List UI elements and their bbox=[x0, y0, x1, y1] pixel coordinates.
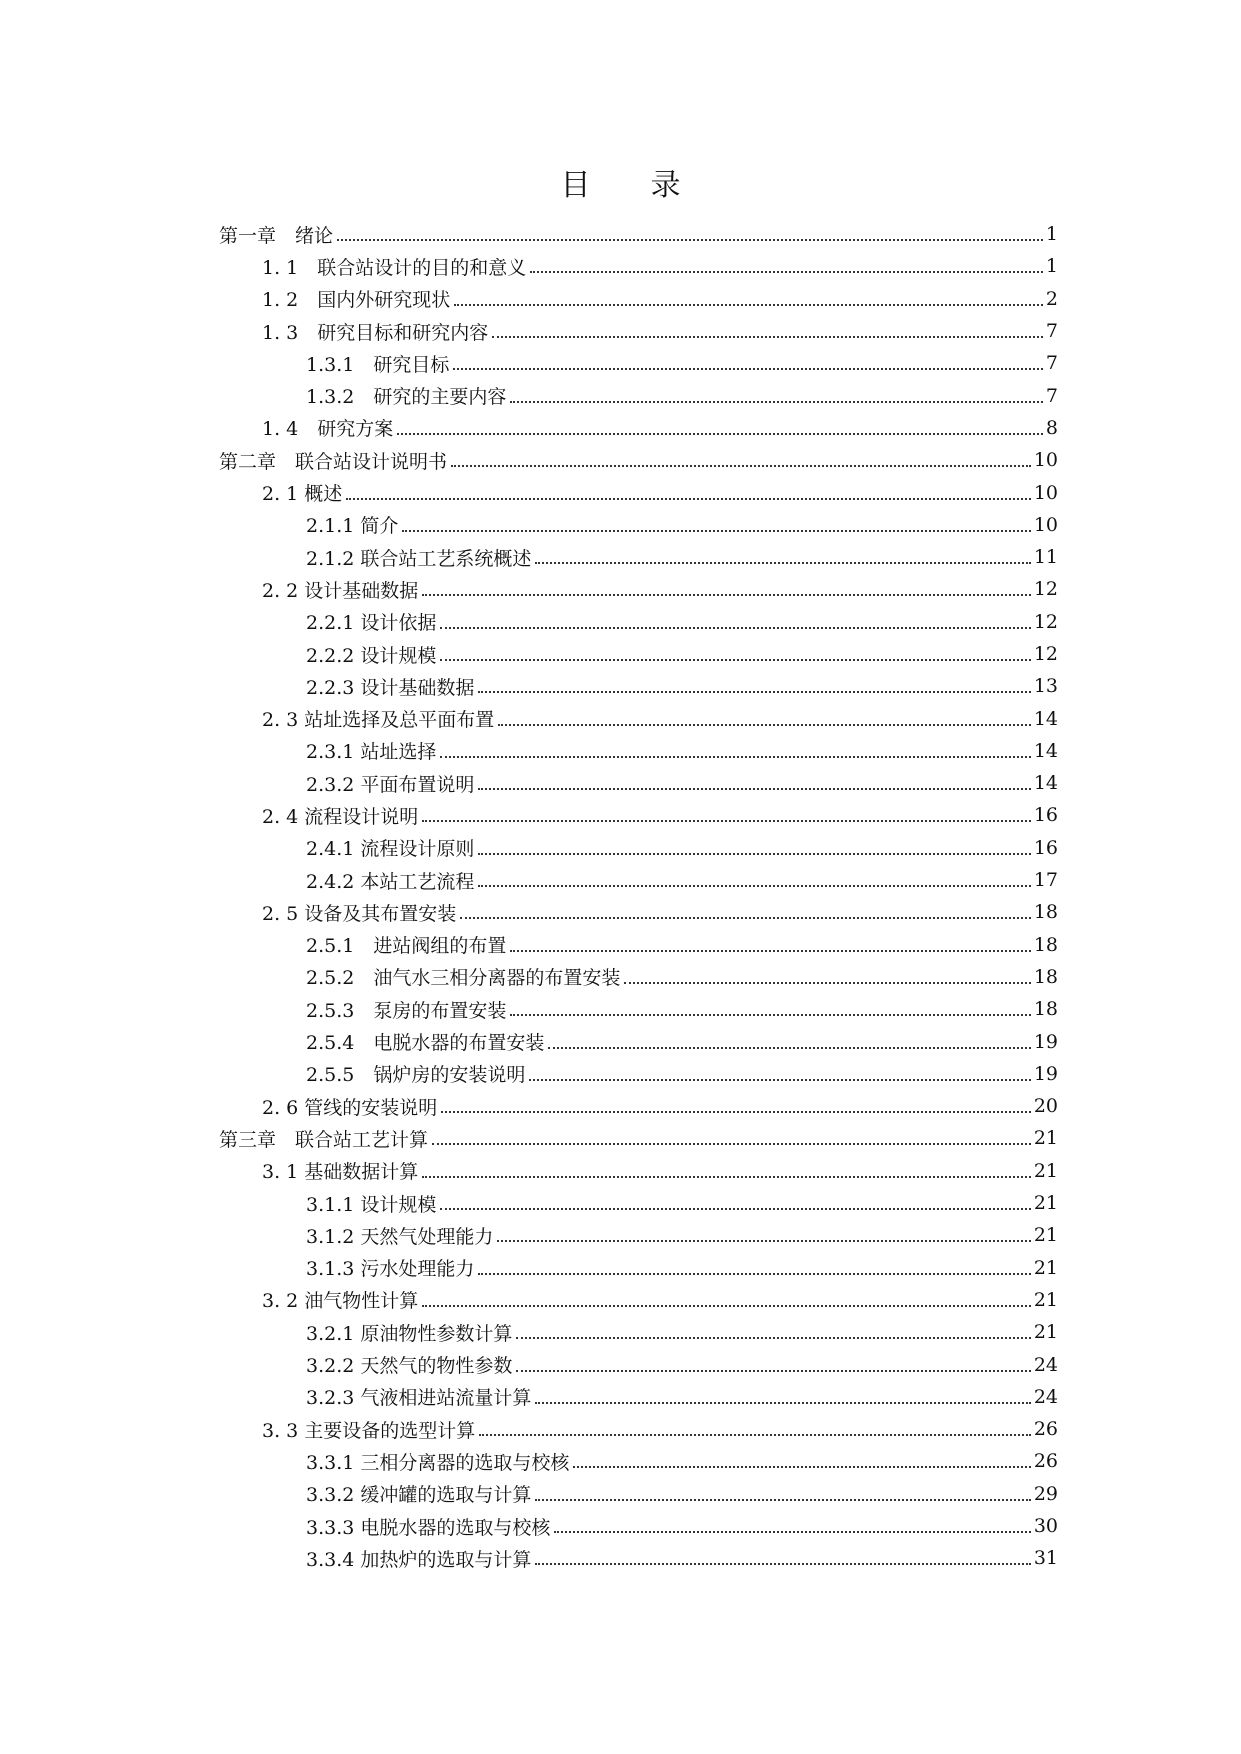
toc-entry-label: 2.2.2 设计规模 bbox=[306, 644, 437, 667]
toc-entry-page-number: 18 bbox=[1033, 965, 1058, 988]
toc-entry[interactable] bbox=[219, 832, 1058, 864]
dot-leader bbox=[492, 336, 1043, 338]
page-title: 目 录 bbox=[560, 168, 681, 203]
toc-entry[interactable] bbox=[219, 1219, 1058, 1251]
toc-entry-page-number: 16 bbox=[1033, 836, 1058, 859]
toc-entry[interactable] bbox=[219, 476, 1058, 508]
dot-leader bbox=[497, 1240, 1030, 1242]
dot-leader bbox=[535, 1402, 1030, 1404]
toc-entry[interactable] bbox=[219, 1542, 1058, 1574]
dot-leader bbox=[535, 562, 1030, 564]
toc-entry-label: 2. 4 流程设计说明 bbox=[262, 805, 419, 828]
dot-leader bbox=[529, 1079, 1030, 1081]
toc-entry-page-number: 24 bbox=[1033, 1385, 1058, 1408]
toc-entry-label: 第三章 联合站工艺计算 bbox=[219, 1128, 429, 1151]
toc-entry-page-number: 21 bbox=[1033, 1224, 1058, 1247]
toc-entry-page-number: 24 bbox=[1033, 1353, 1058, 1376]
toc-entry-page-number: 29 bbox=[1033, 1482, 1058, 1505]
toc-entry[interactable] bbox=[219, 1025, 1058, 1057]
dot-leader bbox=[548, 1047, 1030, 1049]
toc-entry-label: 3.2.3 气液相进站流量计算 bbox=[306, 1387, 532, 1410]
dot-leader bbox=[498, 724, 1031, 726]
dot-leader bbox=[573, 1466, 1030, 1468]
toc-entry[interactable] bbox=[219, 444, 1058, 476]
dot-leader bbox=[478, 1273, 1030, 1275]
toc-entry-label: 2.5.5 锅炉房的安装说明 bbox=[306, 1064, 526, 1087]
dot-leader bbox=[454, 304, 1043, 306]
toc-entry-label: 第二章 联合站设计说明书 bbox=[219, 450, 448, 473]
toc-entry[interactable] bbox=[219, 379, 1058, 411]
toc-entry-label: 2. 2 设计基础数据 bbox=[262, 579, 419, 602]
toc-entry-label: 3.3.2 缓冲罐的选取与计算 bbox=[306, 1484, 532, 1507]
dot-leader bbox=[441, 1111, 1031, 1113]
toc-entry[interactable] bbox=[219, 606, 1058, 638]
dot-leader bbox=[432, 1143, 1031, 1145]
dot-leader bbox=[422, 1305, 1031, 1307]
toc-entry[interactable] bbox=[219, 218, 1058, 250]
toc-entry-page-number: 7 bbox=[1045, 384, 1058, 407]
toc-entry[interactable] bbox=[219, 315, 1058, 347]
toc-entry[interactable] bbox=[219, 799, 1058, 831]
toc-entry[interactable] bbox=[219, 541, 1058, 573]
toc-entry-page-number: 7 bbox=[1045, 320, 1058, 343]
toc-entry-label: 2.5.3 泵房的布置安装 bbox=[306, 999, 507, 1022]
toc-entry-label: 2.1.2 联合站工艺系统概述 bbox=[306, 547, 532, 570]
toc-entry-label: 2.5.1 进站阀组的布置 bbox=[306, 935, 507, 958]
toc-entry-label: 3. 1 基础数据计算 bbox=[262, 1161, 419, 1184]
toc-entry-page-number: 19 bbox=[1033, 1062, 1058, 1085]
toc-entry-label: 1. 2 国内外研究现状 bbox=[262, 289, 451, 312]
toc-entry[interactable] bbox=[219, 767, 1058, 799]
toc-entry-page-number: 10 bbox=[1033, 481, 1058, 504]
toc-entry-label: 2.1.1 简介 bbox=[306, 515, 399, 538]
toc-entry-page-number: 10 bbox=[1033, 513, 1058, 536]
toc-entry[interactable] bbox=[219, 993, 1058, 1025]
toc-entry-page-number: 18 bbox=[1033, 901, 1058, 924]
toc-entry-page-number: 11 bbox=[1033, 546, 1058, 569]
dot-leader bbox=[510, 1014, 1030, 1016]
toc-entry-page-number: 31 bbox=[1033, 1547, 1058, 1570]
dot-leader bbox=[478, 885, 1030, 887]
toc-entry-label: 第一章 绪论 bbox=[219, 224, 334, 247]
toc-entry-label: 3. 2 油气物性计算 bbox=[262, 1290, 419, 1313]
dot-leader bbox=[440, 627, 1030, 629]
toc-entry-page-number: 1 bbox=[1045, 223, 1058, 246]
toc-entry[interactable] bbox=[219, 1348, 1058, 1380]
toc-entry-page-number: 21 bbox=[1033, 1256, 1058, 1279]
dot-leader bbox=[440, 659, 1030, 661]
dot-leader bbox=[479, 1434, 1031, 1436]
toc-entry-label: 2.4.2 本站工艺流程 bbox=[306, 870, 475, 893]
toc-entry-label: 3.2.1 原油物性参数计算 bbox=[306, 1322, 513, 1345]
toc-entry[interactable] bbox=[219, 250, 1058, 282]
toc-entry[interactable] bbox=[219, 1413, 1058, 1445]
toc-entry-label: 2. 1 概述 bbox=[262, 483, 343, 506]
toc-entry-page-number: 12 bbox=[1033, 610, 1058, 633]
dot-leader bbox=[346, 498, 1031, 500]
dot-leader bbox=[397, 433, 1043, 435]
toc-entry-label: 3.3.1 三相分离器的选取与校核 bbox=[306, 1451, 570, 1474]
dot-leader bbox=[530, 271, 1043, 273]
dot-leader bbox=[478, 853, 1030, 855]
toc-entry-label: 2. 6 管线的安装说明 bbox=[262, 1096, 438, 1119]
toc-entry[interactable] bbox=[219, 1381, 1058, 1413]
dot-leader bbox=[402, 530, 1030, 532]
dot-leader bbox=[440, 756, 1030, 758]
toc-entry-page-number: 26 bbox=[1033, 1450, 1058, 1473]
dot-leader bbox=[624, 982, 1030, 984]
dot-leader bbox=[554, 1531, 1030, 1533]
toc-entry-page-number: 7 bbox=[1045, 352, 1058, 375]
toc-entry-page-number: 21 bbox=[1033, 1321, 1058, 1344]
dot-leader bbox=[535, 1563, 1030, 1565]
dot-leader bbox=[516, 1337, 1030, 1339]
toc-entry[interactable] bbox=[219, 1478, 1058, 1510]
toc-entry[interactable] bbox=[219, 1510, 1058, 1542]
dot-leader bbox=[422, 820, 1031, 822]
toc-entry[interactable] bbox=[219, 1187, 1058, 1219]
toc-entry-label: 2.5.4 电脱水器的布置安装 bbox=[306, 1032, 545, 1055]
toc-entry-label: 1. 4 研究方案 bbox=[262, 418, 394, 441]
toc-entry-page-number: 8 bbox=[1045, 416, 1058, 439]
toc-entry[interactable] bbox=[219, 896, 1058, 928]
toc-entry-label: 1.3.1 研究目标 bbox=[306, 353, 450, 376]
toc-entry-page-number: 21 bbox=[1033, 1288, 1058, 1311]
toc-entry[interactable] bbox=[219, 670, 1058, 702]
toc-entry-page-number: 17 bbox=[1033, 869, 1058, 892]
toc-entry-page-number: 12 bbox=[1033, 578, 1058, 601]
toc-entry[interactable] bbox=[219, 1252, 1058, 1284]
dot-leader bbox=[440, 1208, 1030, 1210]
toc-entry-page-number: 18 bbox=[1033, 933, 1058, 956]
toc-entry[interactable] bbox=[219, 1058, 1058, 1090]
toc-entry-label: 2.2.1 设计依据 bbox=[306, 612, 437, 635]
toc-entry-page-number: 26 bbox=[1033, 1418, 1058, 1441]
toc-entry[interactable] bbox=[219, 1316, 1058, 1348]
toc-entry-page-number: 30 bbox=[1033, 1515, 1058, 1538]
dot-leader bbox=[510, 401, 1043, 403]
toc-entry[interactable] bbox=[219, 961, 1058, 993]
toc-entry[interactable] bbox=[219, 1155, 1058, 1187]
toc-entry-label: 2.3.1 站址选择 bbox=[306, 741, 437, 764]
toc-entry[interactable] bbox=[219, 1122, 1058, 1154]
toc-entry-page-number: 20 bbox=[1033, 1095, 1058, 1118]
toc-entry[interactable] bbox=[219, 864, 1058, 896]
dot-leader bbox=[478, 691, 1030, 693]
toc-entry-page-number: 19 bbox=[1033, 1030, 1058, 1053]
toc-entry[interactable] bbox=[219, 1090, 1058, 1122]
toc-entry-page-number: 1 bbox=[1045, 255, 1058, 278]
toc-entry-label: 2.5.2 油气水三相分离器的布置安装 bbox=[306, 967, 621, 990]
toc-entry-label: 3.1.1 设计规模 bbox=[306, 1193, 437, 1216]
toc-entry[interactable] bbox=[219, 412, 1058, 444]
toc-entry-label: 3.3.3 电脱水器的选取与校核 bbox=[306, 1516, 551, 1539]
toc-entry-label: 3. 3 主要设备的选型计算 bbox=[262, 1419, 476, 1442]
toc-entry-page-number: 21 bbox=[1033, 1127, 1058, 1150]
toc-entry-page-number: 2 bbox=[1045, 287, 1058, 310]
toc-entry[interactable] bbox=[219, 702, 1058, 734]
toc-entry-page-number: 12 bbox=[1033, 643, 1058, 665]
toc-entry-page-number: 14 bbox=[1033, 707, 1058, 730]
toc-entry-label: 1. 3 研究目标和研究内容 bbox=[262, 321, 489, 344]
dot-leader bbox=[422, 1176, 1031, 1178]
toc-entry-page-number: 21 bbox=[1033, 1159, 1058, 1182]
dot-leader bbox=[422, 594, 1031, 596]
toc-entry-label: 2.2.3 设计基础数据 bbox=[306, 676, 475, 699]
dot-leader bbox=[451, 465, 1031, 467]
dot-leader bbox=[535, 1499, 1030, 1501]
toc-entry-label: 2. 3 站址选择及总平面布置 bbox=[262, 709, 495, 732]
dot-leader bbox=[453, 368, 1043, 370]
toc-entry-page-number: 21 bbox=[1033, 1192, 1058, 1215]
toc-entry-page-number: 16 bbox=[1033, 804, 1058, 827]
toc-entry-label: 3.2.2 天然气的物性参数 bbox=[306, 1355, 513, 1378]
toc-entry[interactable] bbox=[219, 573, 1058, 605]
toc-entry-label: 3.3.4 加热炉的选取与计算 bbox=[306, 1548, 532, 1571]
toc-entry[interactable] bbox=[219, 929, 1058, 961]
toc-entry[interactable] bbox=[219, 283, 1058, 315]
toc-entry[interactable] bbox=[219, 735, 1058, 767]
dot-leader bbox=[478, 788, 1030, 790]
dot-leader bbox=[510, 950, 1030, 952]
dot-leader bbox=[460, 917, 1031, 919]
toc-entry-page-number: 13 bbox=[1033, 675, 1058, 698]
toc-entry[interactable] bbox=[219, 509, 1058, 541]
dot-leader bbox=[516, 1370, 1030, 1372]
toc-entry-page-number: 18 bbox=[1033, 998, 1058, 1021]
toc-entry[interactable] bbox=[219, 347, 1058, 379]
toc-entry-label: 2. 5 设备及其布置安装 bbox=[262, 902, 457, 925]
toc-entry-label: 2.4.1 流程设计原则 bbox=[306, 838, 475, 861]
toc-entry-label: 1. 1 联合站设计的目的和意义 bbox=[262, 256, 527, 279]
dot-leader bbox=[337, 239, 1043, 241]
toc-entry-page-number: 14 bbox=[1033, 772, 1058, 795]
table-of-contents bbox=[219, 218, 1058, 1574]
toc-entry-page-number: 14 bbox=[1033, 739, 1058, 762]
toc-entry-label: 1.3.2 研究的主要内容 bbox=[306, 386, 507, 409]
toc-entry-label: 2.3.2 平面布置说明 bbox=[306, 773, 475, 796]
toc-entry[interactable] bbox=[219, 638, 1058, 670]
toc-entry-label: 3.1.2 天然气处理能力 bbox=[306, 1225, 494, 1248]
toc-entry[interactable] bbox=[219, 1284, 1058, 1316]
toc-entry-page-number: 10 bbox=[1033, 449, 1058, 472]
toc-entry[interactable] bbox=[219, 1445, 1058, 1477]
toc-entry-label: 3.1.3 污水处理能力 bbox=[306, 1258, 475, 1281]
